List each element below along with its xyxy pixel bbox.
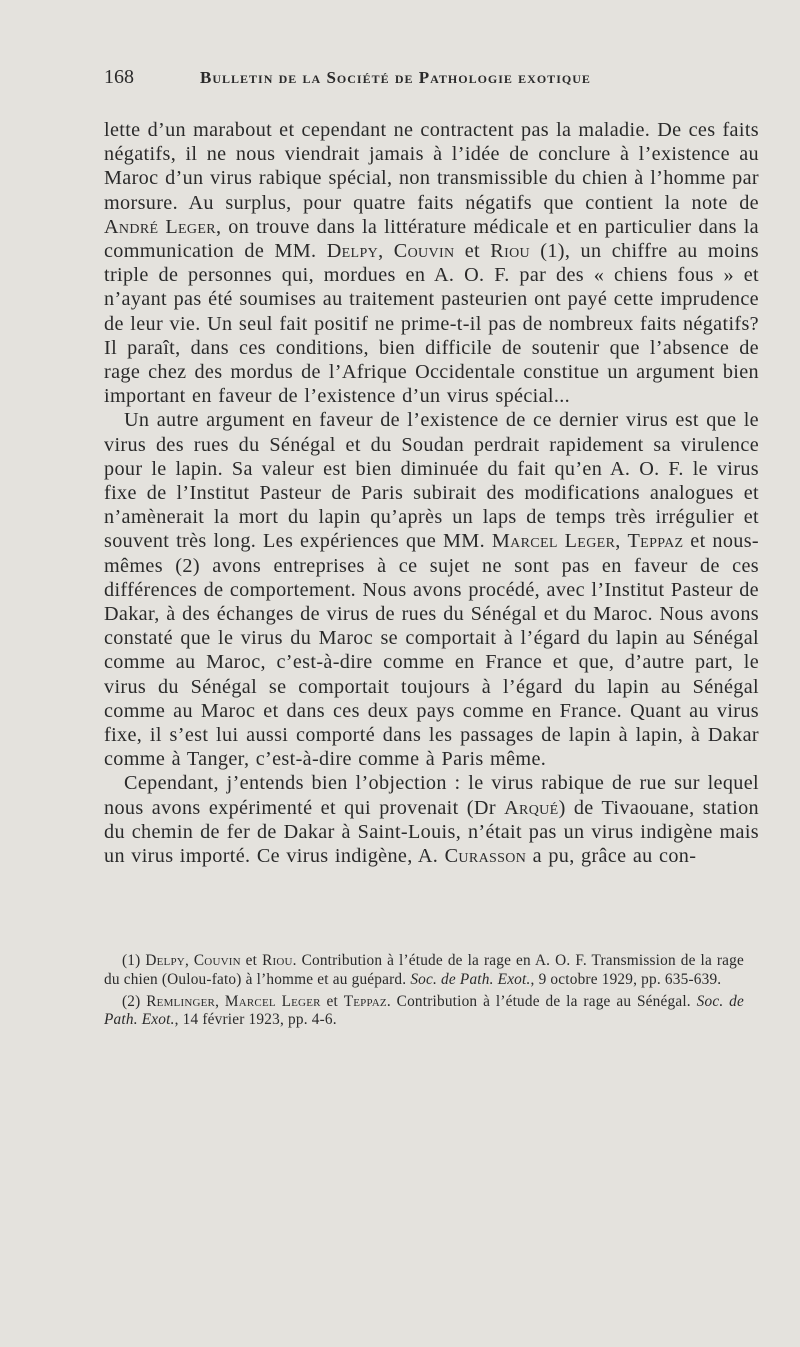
author-name: Remlinger (146, 992, 216, 1010)
author-name: Couvin (393, 240, 455, 263)
paragraph-1 (104, 118, 759, 408)
page-number: 168 (104, 66, 134, 88)
paragraph-3 (104, 771, 759, 868)
text-run: ) de Tivaouane, station du chemin de fer de Dakar à Saint-Louis, n’était pas un virus indigène mais un virus importé. Ce virus indigène, A. (104, 796, 759, 868)
text-run: et (240, 952, 263, 970)
text-run: , 9 octobre 1929, pp. 635-639. (530, 970, 722, 988)
author-name: Marcel Leger (491, 530, 616, 553)
text-run: et (454, 240, 491, 263)
journal-citation: Soc. de Path. Exot. (104, 992, 744, 1028)
author-name: Riou (490, 240, 530, 263)
journal-citation: Soc. de Path. Exot. (410, 970, 531, 988)
text-run: et (320, 992, 344, 1010)
text-run: lette d’un marabout et cependant ne contractent pas la maladie. De ces faits négatifs, il ne nous viendrait jamais à l’idée de conclure à l’existence au Maroc d’un virus rabique spécial, non transmissible du chien à l’homme par morsure. Au surplus, pour quatre faits négatifs que contient la note de (104, 119, 759, 214)
paragraph-2 (104, 408, 759, 771)
author-name: Curasson (444, 845, 527, 868)
author-name: André Leger (104, 215, 216, 238)
author-name: Teppaz (627, 530, 684, 553)
author-name: Teppaz (343, 992, 387, 1010)
footnotes (104, 952, 744, 1029)
text-run: et nous-mêmes (2) avons entreprises à ce sujet ne sont pas en faveur de ces différences de comportement. Nous avons procédé, avec l’Institut Pasteur de Dakar, à des échanges de virus de rues du Sénégal et du Maroc. Nous avons constaté que le virus du Maroc se comportait à l’égard du lapin au Sénégal comme au Maroc, c’est-à-dire comme en France et que, d’autre part, le virus du Sénégal se comportait toujours à l’égard du lapin au Sénégal comme au Maroc et dans ces deux pays comme en France. Quant au virus fixe, il s’est lui aussi comporté dans les passages de lapin à lapin, à Dakar comme à Tanger, c’est-à-dire comme à Paris même. (104, 530, 759, 771)
author-name: Delpy (145, 952, 185, 970)
author-name: Riou (262, 952, 293, 970)
text-run: (2) (122, 992, 147, 1010)
text-run: , on trouve dans la littérature médicale et en particulier dans la communication de MM. (104, 215, 759, 263)
footnote-1 (104, 952, 744, 988)
journal-title: Bulletin de la Société de Pathologie exotique (200, 68, 591, 87)
article-body (104, 118, 759, 868)
text-run: Un autre argument en faveur de l’existence de ce dernier virus est que le virus des rues du Sénégal et du Soudan perdrait rapidement sa virulence pour le lapin. Sa valeur est bien diminuée du fait qu’en A. O. F. le virus fixe de l’Institut Pasteur de Paris subirait des modifications analogues et n’amènerait la mort du lapin qu’après un laps de temps très irrégulier et souvent très long. Les expériences que MM. (104, 409, 759, 553)
text-run: (1) (122, 952, 146, 970)
text-run: a pu, grâce au con- (526, 845, 697, 868)
text-run: , 14 février 1923, pp. 4-6. (174, 1010, 337, 1028)
text-run: , (378, 240, 394, 263)
author-name: Arqué (504, 796, 559, 819)
running-head (104, 66, 760, 102)
author-name: Couvin (193, 952, 241, 970)
author-name: Delpy (326, 240, 379, 263)
text-run: . Contribution à l’étude de la rage au Sénégal. (386, 992, 697, 1010)
text-run: , (184, 952, 194, 970)
author-name: Marcel Leger (224, 992, 321, 1010)
text-run: , (615, 530, 628, 553)
text-run: (1), un chiffre au moins triple de personnes qui, mordues en A. O. F. par des « chiens fous » et n’ayant pas été soumises au traitement pasteurien ont payé cette imprudence de leur vie. Un seul fait positif ne prime-t-il pas de nombreux faits négatifs? Il paraît, dans ces conditions, bien difficile de soutenir que l’absence de rage chez des mordus de l’Afrique Occidentale constitue un argument bien important en faveur de l’existence d’un virus spécial... (104, 240, 759, 408)
footnote-2 (104, 993, 744, 1029)
text-run: Cependant, j’entends bien l’objection : le virus rabique de rue sur lequel nous avons expérimenté et qui provenait (Dr (104, 772, 759, 819)
text-run: , (215, 992, 225, 1010)
text-run: . Contribution à l’étude de la rage en A. O. F. Transmission de la rage du chien (Oulou-fato) à l’homme et au guépard. (104, 952, 744, 988)
